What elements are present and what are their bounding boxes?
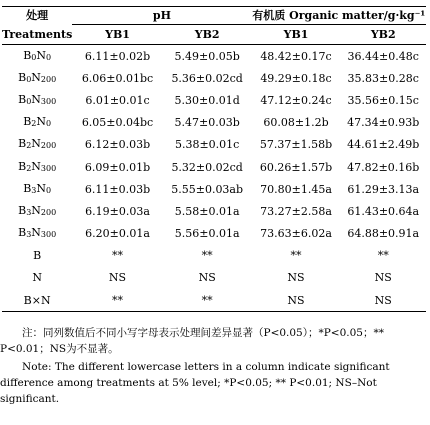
treatment-cell (2, 67, 72, 89)
data-table (2, 6, 426, 312)
value-cell: 48.42±0.17c (260, 49, 332, 63)
treatment-symbol: N (31, 159, 41, 173)
value-cell: 61.29±3.13a (347, 182, 420, 196)
value-cell: 6.11±0.02b (84, 49, 151, 63)
treatment-cell (2, 89, 72, 111)
value-cell: 44.61±2.49b (347, 138, 420, 152)
treatment-subscript: 2 (26, 141, 32, 151)
treatment-subscript: 0 (31, 52, 37, 62)
treatment-symbol: N (31, 70, 41, 84)
note-english: Note: The different lowercase letters in a column indicate significant difference among treatments at 5% level; *P<0.05; ** P<0.01; NS–Not significant. (0, 361, 390, 405)
value-cell: 73.27±2.58a (260, 204, 332, 218)
value-cell: 5.49±0.05b (174, 49, 240, 63)
col-group-organic-matter: 有机质 Organic matter/g·kg⁻¹ (252, 7, 426, 25)
treatment-subscript: 200 (40, 207, 57, 217)
col-header-treatment-en: Treatments (2, 25, 72, 45)
value-cell: 5.56±0.01a (174, 227, 240, 241)
value-cell: 57.37±1.58b (259, 138, 333, 152)
table-row (2, 178, 426, 200)
value-cell: 6.11±0.03b (84, 182, 151, 196)
value-cell: 35.56±0.15c (347, 93, 419, 107)
table-row (2, 156, 426, 178)
treatment-symbol: N (36, 181, 46, 195)
value-cell: 6.09±0.01b (84, 160, 151, 174)
significance-cell: NS (252, 289, 341, 312)
value-cell: 47.12±0.24c (260, 93, 332, 107)
treatment-subscript: 0 (26, 74, 32, 84)
treatment-subscript: 2 (26, 163, 32, 173)
treatment-subscript: 300 (40, 163, 57, 173)
value-cell: 5.30±0.01d (174, 93, 240, 107)
factor-cell: B×N (2, 289, 72, 312)
treatment-symbol: N (31, 92, 41, 106)
col-header-om-yb1: YB1 (252, 25, 341, 45)
treatment-symbol: B (18, 92, 27, 106)
col-group-ph: pH (72, 7, 251, 25)
treatment-subscript: 0 (26, 96, 32, 106)
note-chinese: 注：同列数值后不同小写字母表示处理间差异显著（P<0.05）；*P<0.05；** P<0.01；NS为不显著。 (0, 327, 384, 355)
treatment-subscript: 0 (46, 52, 52, 62)
treatment-subscript: 3 (26, 207, 32, 217)
treatment-symbol: B (23, 115, 32, 129)
factor-cell: B (33, 249, 42, 263)
table-row (2, 67, 426, 89)
treatment-subscript: 3 (26, 230, 32, 240)
treatment-cell (2, 45, 72, 68)
treatment-symbol: N (36, 115, 46, 129)
value-cell: 5.58±0.01a (174, 204, 240, 218)
treatment-cell (2, 223, 72, 245)
factor-cell: N (32, 271, 42, 285)
value-cell: 64.88±0.91a (347, 227, 420, 241)
treatment-symbol: B (23, 181, 32, 195)
treatment-cell (2, 134, 72, 156)
value-cell: 6.01±0.01c (85, 93, 150, 107)
table-row (2, 112, 426, 134)
value-cell: 6.20±0.01a (85, 227, 150, 241)
significance-cell: NS (108, 271, 127, 285)
table-row (2, 89, 426, 111)
significance-cell: NS (374, 271, 392, 285)
value-cell: 5.32±0.02cd (171, 160, 243, 174)
value-cell: 60.26±1.57b (259, 160, 333, 174)
treatment-symbol: N (31, 203, 41, 217)
significance-cell: ** (377, 249, 389, 263)
anova-row (2, 289, 426, 312)
treatment-symbol: B (23, 48, 32, 62)
treatment-symbol: B (18, 137, 27, 151)
value-cell: 6.19±0.03a (85, 204, 150, 218)
value-cell: 6.12±0.03b (84, 138, 151, 152)
value-cell: 73.63±6.02a (260, 227, 332, 241)
value-cell: 5.55±0.03ab (171, 182, 244, 196)
table-row (2, 134, 426, 156)
treatment-cell (2, 156, 72, 178)
significance-cell: ** (201, 249, 213, 263)
value-cell: 60.08±1.2b (263, 116, 329, 130)
value-cell: 61.43±0.64a (347, 204, 420, 218)
treatment-symbol: N (36, 48, 46, 62)
significance-cell: NS (198, 271, 216, 285)
col-header-om-yb2: YB2 (340, 25, 426, 45)
treatment-subscript: 0 (46, 185, 52, 195)
treatment-symbol: N (31, 137, 41, 151)
treatment-cell (2, 200, 72, 222)
value-cell: 5.36±0.02cd (171, 71, 243, 85)
treatment-subscript: 200 (40, 74, 57, 84)
significance-cell: ** (72, 289, 162, 312)
value-cell: 49.29±0.18c (260, 71, 332, 85)
value-cell: 6.05±0.04bc (81, 116, 154, 130)
treatment-cell (2, 112, 72, 134)
value-cell: 47.82±0.16b (347, 160, 420, 174)
value-cell: 6.06±0.01bc (81, 71, 154, 85)
treatment-symbol: B (18, 70, 27, 84)
treatment-symbol: N (31, 226, 41, 240)
treatment-symbol: B (18, 226, 27, 240)
value-cell: 36.44±0.48c (347, 49, 419, 63)
anova-row (2, 245, 426, 267)
table-note (0, 325, 426, 407)
value-cell: 47.34±0.93b (347, 116, 420, 130)
treatment-subscript: 3 (31, 185, 37, 195)
col-header-ph-yb1: YB1 (72, 25, 162, 45)
treatment-subscript: 300 (40, 96, 57, 106)
treatment-symbol: B (18, 159, 27, 173)
treatment-subscript: 2 (31, 119, 37, 129)
significance-cell: ** (290, 249, 302, 263)
value-cell: 70.80±1.45a (260, 182, 332, 196)
col-header-ph-yb2: YB2 (163, 25, 252, 45)
treatment-subscript: 300 (40, 230, 57, 240)
value-cell: 35.83±0.28c (347, 71, 419, 85)
value-cell: 5.47±0.03b (174, 116, 240, 130)
col-header-treatment-zh: 处理 (2, 7, 72, 25)
treatment-subscript: 0 (46, 119, 52, 129)
significance-cell: ** (163, 289, 252, 312)
significance-cell: ** (112, 249, 124, 263)
value-cell: 5.38±0.01c (174, 138, 240, 152)
table-row (2, 200, 426, 222)
table-row (2, 45, 426, 68)
significance-cell: NS (287, 271, 305, 285)
table-row (2, 223, 426, 245)
treatment-cell (2, 178, 72, 200)
treatment-symbol: B (18, 203, 27, 217)
significance-cell: NS (340, 289, 426, 312)
treatment-subscript: 200 (40, 141, 57, 151)
anova-row (2, 267, 426, 289)
